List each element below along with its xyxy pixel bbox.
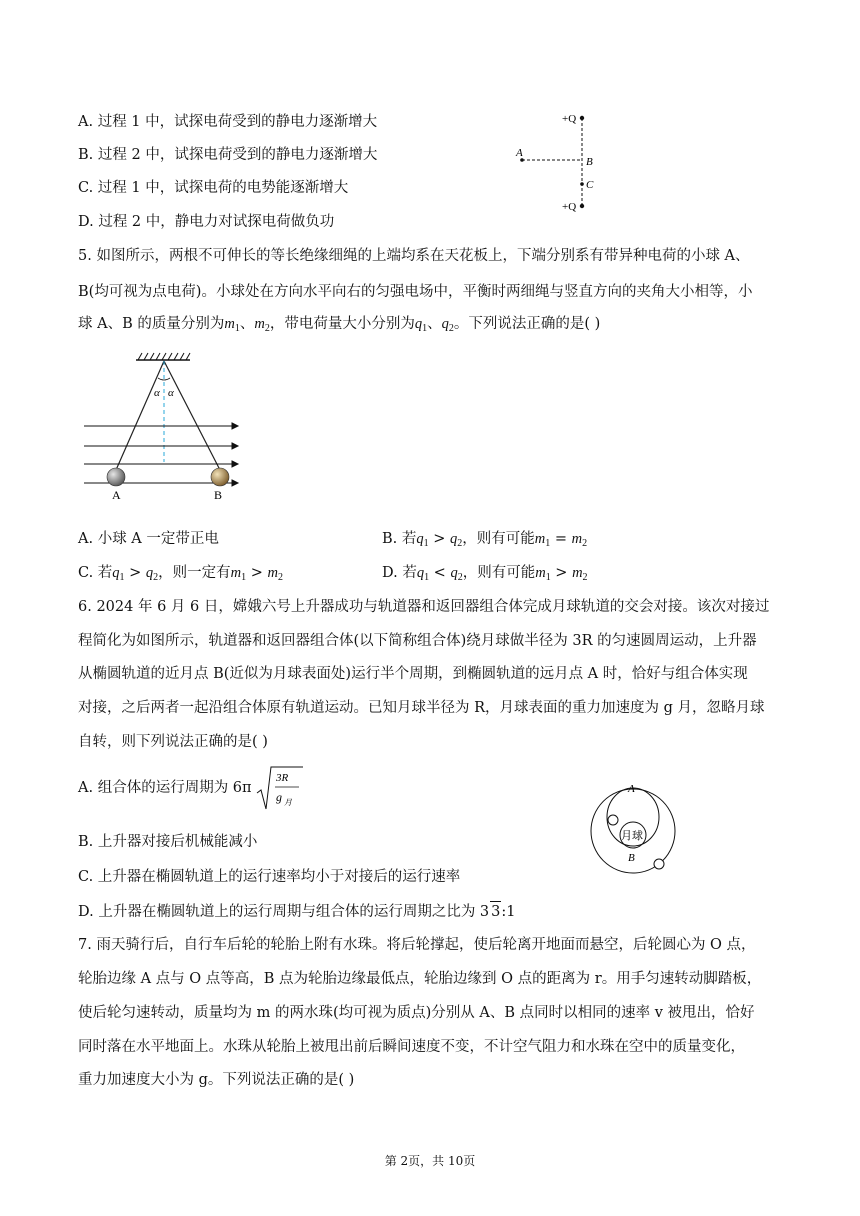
- q6-line-4: 对接，之后两者一起沿组合体原有轨道运动。已知月球半径为 R，月球表面的重力加速度为 g 月，忽略月球: [78, 700, 765, 716]
- q7-line-5: 重力加速度大小为 g。下列说法正确的是( ): [78, 1072, 355, 1088]
- q5-ball-a: [107, 468, 125, 486]
- q4-label-q-top: +Q: [562, 113, 577, 125]
- q4-figure: [500, 108, 620, 218]
- q5-label-a: A: [112, 488, 121, 502]
- q5-option-b: B. 若$q_1 > q_2$，则有可能$m_1 = m_2$: [382, 531, 588, 549]
- page-footer: 第 2页，共 10页: [384, 1154, 476, 1168]
- q4-label-a: A: [516, 147, 523, 159]
- q4-option-d: D. 过程 2 中，静电力对试探电荷做负功: [78, 214, 335, 230]
- q6-option-d: D. 上升器在椭圆轨道上的运行周期与组合体的运行周期之比为 3 3:1: [78, 901, 516, 922]
- q4-label-b: B: [586, 156, 593, 168]
- q6-label-b: B: [628, 852, 635, 864]
- q7-line-3: 使后轮匀速转动，质量均为 m 的两水珠(均可视为质点)分别从 A、B 点同时以相同的速率 v 被甩出，恰好: [78, 1005, 755, 1021]
- q5-label-b: B: [214, 488, 223, 502]
- q5-ball-b: [211, 468, 229, 486]
- q5-alpha-left: α: [154, 387, 160, 399]
- q6-figure: [588, 778, 684, 878]
- q7-line-1: 7. 雨天骑行后，自行车后轮的轮胎上附有水珠。将后轮撑起，使后轮离开地面而悬空，后轮圆心为 O 点，: [78, 937, 756, 953]
- q4-label-c: C: [586, 179, 594, 191]
- q7-line-2: 轮胎边缘 A 点与 O 点等高，B 点为轮胎边缘最低点，轮胎边缘到 O 点的距离为 r。用手匀速转动脚踏板，: [78, 971, 762, 987]
- q4-option-c: C. 过程 1 中，试探电荷的电势能逐渐增大: [78, 180, 349, 196]
- q5-line-3: 球 A、B 的质量分别为$m_1$、$m_2$，带电荷量大小分别为$q_1$、$q_2$。下列说法正确的是( ): [78, 316, 601, 334]
- q6-line-2: 程简化为如图所示，轨道器和返回器组合体(以下简称组合体)绕月球做半径为 3R 的匀速圆周运动，上升器: [78, 633, 757, 649]
- q6-label-a: A: [628, 783, 635, 795]
- svg-text:3R: 3R: [276, 772, 289, 784]
- q6-option-c: C. 上升器在椭圆轨道上的运行速率均小于对接后的运行速率: [78, 869, 461, 885]
- q5-alpha-right: α: [168, 387, 174, 399]
- q6-option-a-formula: [255, 763, 305, 813]
- q5-line-2: B(均可视为点电荷)。小球处在方向水平向右的匀强电场中，平衡时两细绳与竖直方向的夹角大小相等，小: [78, 284, 753, 300]
- q4-option-b: B. 过程 2 中，试探电荷受到的静电力逐渐增大: [78, 147, 378, 163]
- q6-line-5: 自转，则下列说法正确的是( ): [78, 734, 268, 750]
- svg-text:月: 月: [284, 798, 292, 807]
- q6-moon-label: 月球: [621, 830, 643, 842]
- q4-label-q-bottom: +Q: [562, 201, 577, 213]
- q6-line-1: 6. 2024 年 6 月 6 日，嫦娥六号上升器成功与轨道器和返回器组合体完成月球轨道的交会对接。该次对接过: [78, 599, 770, 615]
- q6-option-a: A. 组合体的运行周期为 6π: [78, 780, 252, 796]
- q5-option-a: A. 小球 A 一定带正电: [78, 531, 219, 547]
- q5-line-1: 5. 如图所示，两根不可伸长的等长绝缘细绳的上端均系在天花板上，下端分别系有带异种电荷的小球 A、: [78, 248, 750, 264]
- q5-option-d: D. 若$q_1 < q_2$，则有可能$m_1 > m_2$: [382, 565, 588, 583]
- q5-figure: [80, 350, 250, 505]
- q6-line-3: 从椭圆轨道的近月点 B(近似为月球表面处)运行半个周期，到椭圆轨道的远月点 A 时，恰好与组合体实现: [78, 666, 748, 682]
- q5-option-c: C. 若$q_1 > q_2$，则一定有$m_1 > m_2$: [78, 565, 284, 583]
- svg-text:g: g: [276, 790, 282, 804]
- q7-line-4: 同时落在水平地面上。水珠从轮胎上被甩出前后瞬间速度不变，不计空气阻力和水珠在空中的质量变化，: [78, 1039, 745, 1055]
- q4-option-a: A. 过程 1 中，试探电荷受到的静电力逐渐增大: [78, 114, 378, 130]
- q6-option-b: B. 上升器对接后机械能减小: [78, 834, 258, 850]
